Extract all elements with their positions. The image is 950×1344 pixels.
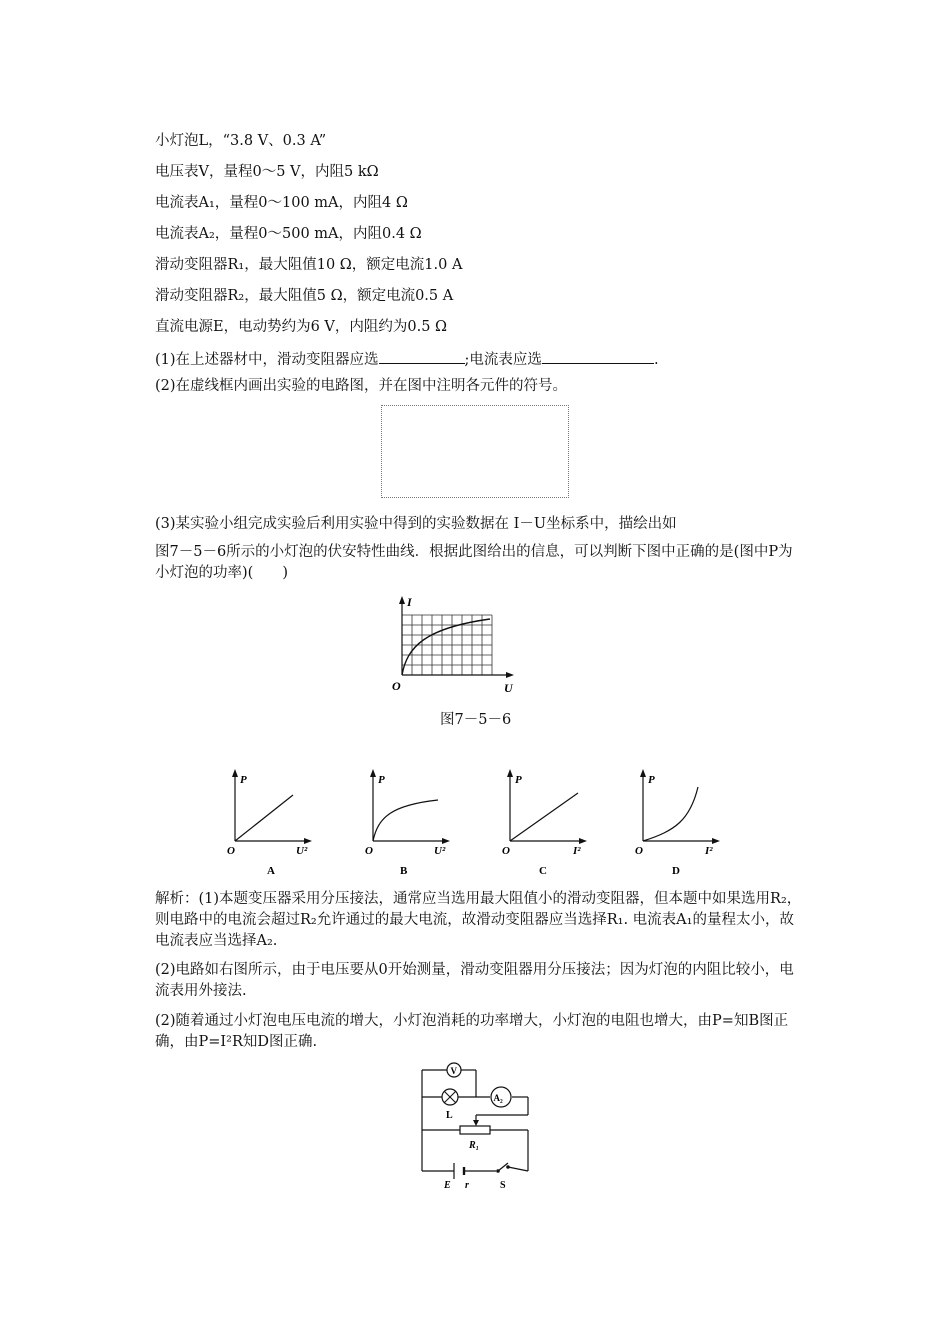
solution-part-2: (2)电路如右图所示，由于电压要从0开始测量，滑动变阻器用分压接法；因为灯泡的内阻比较小，电流表用外接法.: [155, 962, 794, 999]
option-c[interactable]: [502, 769, 587, 877]
circuit-diagram: [410, 1057, 540, 1192]
iu-curve-figure: [385, 592, 525, 702]
svg-text:V: V: [450, 1066, 457, 1076]
option-c-letter: C: [539, 865, 547, 877]
option-a-letter: A: [267, 865, 275, 877]
x-axis-arrow: [506, 672, 514, 678]
material-ammeter-a2: 电流表A₂，量程0～500 mA，内阻0.4 Ω: [155, 226, 422, 242]
svg-text:E: E: [444, 1180, 451, 1191]
answer-blank-rheostat[interactable]: [379, 347, 465, 364]
answer-blank-ammeter[interactable]: [542, 347, 654, 364]
option-d-letter: D: [672, 865, 680, 877]
svg-text:P: P: [648, 774, 655, 786]
svg-text:I²: I²: [705, 845, 713, 857]
svg-text:O: O: [635, 845, 643, 857]
i-axis-label: I: [407, 595, 412, 609]
svg-text:S: S: [500, 1180, 506, 1191]
option-a-curve: [235, 795, 293, 841]
svg-text:U²: U²: [434, 845, 446, 857]
svg-text:R₁: R₁: [469, 1140, 480, 1151]
option-b-curve: [373, 800, 438, 841]
svg-text:P: P: [378, 774, 385, 786]
option-a[interactable]: [227, 769, 312, 877]
material-rheostat-r1: 滑动变阻器R₁，最大阻值10 Ω，额定电流1.0 A: [155, 257, 463, 273]
figure-caption: 图7－5－6: [440, 712, 512, 728]
u-axis-label: U: [504, 681, 513, 695]
iu-curve: [402, 619, 490, 675]
solution-part-3: (2)随着通过小灯泡电压电流的增大，小灯泡消耗的功率增大，小灯泡的电阻也增大，由P=知B图正确，由P=I²R知D图正确.: [155, 1013, 789, 1050]
option-b[interactable]: [365, 769, 450, 877]
svg-text:r: r: [465, 1180, 469, 1191]
material-power-source: 直流电源E，电动势约为6 V，内阻约为0.5 Ω: [155, 319, 448, 335]
svg-text:P: P: [240, 774, 247, 786]
circuit-drawing-box[interactable]: [381, 405, 569, 498]
svg-text:P: P: [515, 774, 522, 786]
option-b-letter: B: [400, 865, 408, 877]
svg-text:U²: U²: [296, 845, 308, 857]
svg-text:I²: I²: [573, 845, 581, 857]
y-axis-arrow: [399, 596, 405, 604]
option-d[interactable]: [635, 769, 720, 877]
material-lamp: 小灯泡L，“3.8 V、0.3 A”: [155, 133, 327, 149]
svg-text:L: L: [446, 1110, 453, 1121]
svg-text:A₂: A₂: [493, 1093, 503, 1103]
svg-text:O: O: [502, 845, 510, 857]
question-2: (2)在虚线框内画出实验的电路图，并在图中注明各元件的符号。: [155, 378, 568, 394]
options-figure: [220, 765, 740, 880]
solution-part-1: 解析：(1)本题变压器采用分压接法，通常应当选用最大阻值小的滑动变阻器，但本题中如果选用R₂，则电路中的电流会超过R₂允许通过的最大电流，故滑动变阻器应当选择R₁. 电流表A₁的量程太小，故电流表应当选择A₂.: [155, 891, 802, 949]
rheostat-icon: [460, 1126, 490, 1134]
material-ammeter-a1: 电流表A₁，量程0～100 mA，内阻4 Ω: [155, 195, 408, 211]
question-3-line2: 图7－5－6所示的小灯泡的伏安特性曲线．根据此图给出的信息，可以判断下图中正确的是(图中P为小灯泡的功率)( ): [155, 544, 793, 581]
option-d-curve: [643, 787, 698, 841]
svg-text:O: O: [365, 845, 373, 857]
question-1: (1)在上述器材中，滑动变阻器应选 ;电流表应选 .: [155, 347, 659, 370]
material-rheostat-r2: 滑动变阻器R₂，最大阻值5 Ω，额定电流0.5 A: [155, 288, 454, 304]
rheostat-slider-icon: [473, 1120, 479, 1126]
origin-label: O: [392, 679, 401, 693]
question-3-line1: (3)某实验小组完成实验后利用实验中得到的实验数据在 I－U坐标系中，描绘出如: [155, 516, 677, 532]
option-c-curve: [510, 793, 578, 841]
svg-text:O: O: [227, 845, 235, 857]
material-voltmeter: 电压表V，量程0～5 V，内阻5 kΩ: [155, 164, 379, 180]
figure-grid: [402, 615, 492, 675]
